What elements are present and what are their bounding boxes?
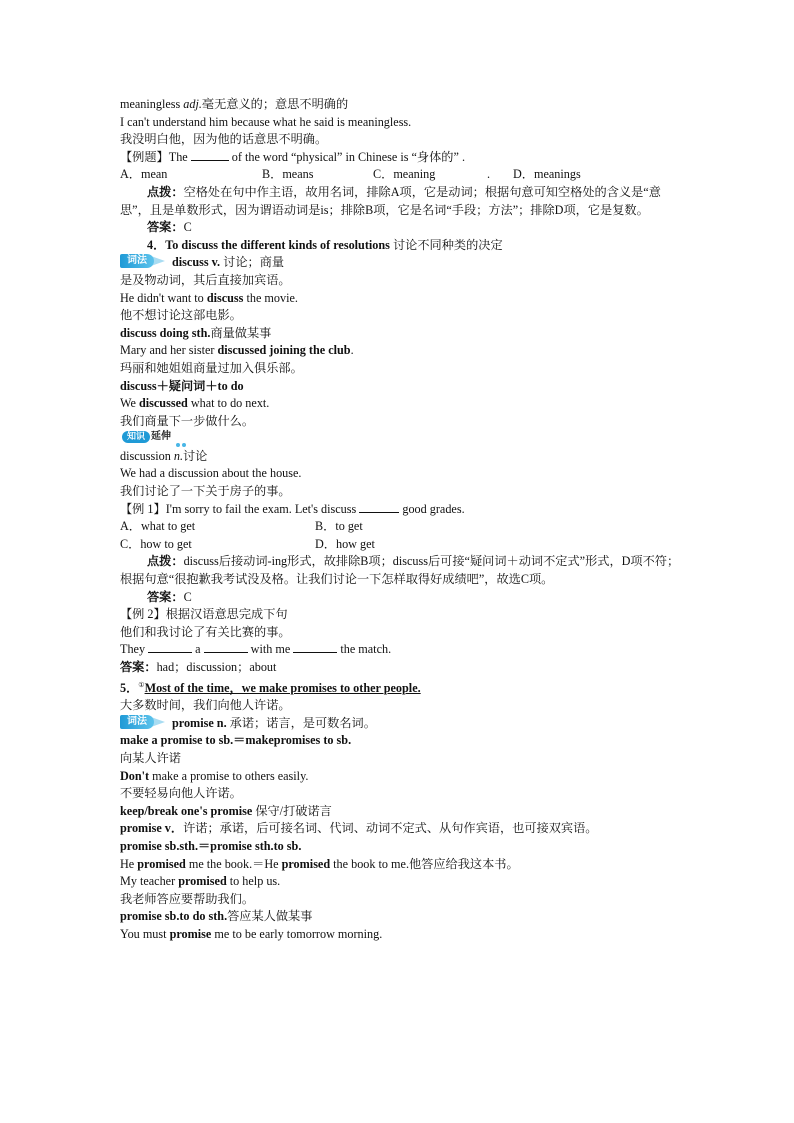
keyword: promised: [137, 856, 186, 871]
definition: 讨论；商量: [223, 255, 285, 270]
options-row: [120, 166, 680, 184]
fill-in-sentence: [120, 641, 680, 659]
knowledge-extension-badge: [120, 430, 190, 444]
example-sentence-zh: 不要轻易向他人许诺。: [120, 786, 242, 801]
text: the match.: [337, 642, 392, 657]
section-heading: [120, 237, 680, 255]
example-sentence-en: [120, 290, 680, 308]
example-sentence-en: [120, 395, 680, 413]
text: make a promise to others easily.: [149, 768, 309, 783]
head-word: promise v．: [120, 821, 184, 836]
answer-value: C: [183, 220, 192, 235]
text: He didn't want to: [120, 290, 207, 305]
answer-label: 答案：: [147, 220, 184, 235]
explanation: [120, 184, 680, 219]
definition: 承诺；诺言，是可数名词。: [229, 715, 376, 730]
explanation-text: discuss后接动词-ing形式，故排除B项；discuss后可接“疑问词＋动词不定式”形式，D项不符；根据句意“很抱歉我考试没及格。让我们讨论一下怎样取得好成绩吧”，故选C项。: [120, 554, 680, 587]
options-row: [120, 518, 680, 536]
option-b: B．means: [262, 167, 314, 182]
option-d: D．how get: [315, 536, 375, 551]
text: me the book.＝He: [185, 856, 282, 871]
text: the movie.: [243, 290, 298, 305]
pattern: discuss doing sth.: [120, 325, 211, 340]
head-word: discussion: [120, 448, 174, 463]
pattern-meaning: 向某人许诺: [120, 751, 181, 766]
example-sentence-en: [120, 856, 680, 874]
option-d: D．meanings: [513, 167, 581, 182]
keyword: discuss: [206, 290, 244, 305]
verb-definition: [120, 820, 680, 838]
keyword: discussed joining the club: [217, 343, 351, 358]
answer-value: had；discussion；about: [156, 660, 277, 674]
section-title-zh: 大多数时间，我们向他人许诺。: [120, 698, 291, 713]
definition: 许诺；承诺，后可接名词、代词、动词不定式、从句作宾语，也可接双宾语。: [183, 821, 598, 836]
exercise-tag: 【例 2】: [120, 607, 166, 622]
text: He: [120, 856, 138, 871]
example-sentence-en: We had a discussion about the house.: [120, 466, 302, 481]
example-sentence-en: I can't understand him because what he said is meaningless.: [120, 114, 412, 129]
exercise-question: [120, 501, 680, 519]
badge-pill: 知识: [122, 431, 150, 443]
option-b: B．to get: [315, 519, 363, 534]
text: a: [192, 642, 204, 657]
text: what to do next.: [187, 396, 270, 411]
answer-blank: [293, 641, 337, 653]
definition: 毫无意义的；意思不明确的: [201, 97, 349, 111]
text: .: [350, 343, 354, 358]
extension-badge-line: [120, 430, 680, 448]
example-sentence-en: [120, 873, 680, 891]
question-text: I'm sorry to fail the exam. Let's discuss: [165, 501, 360, 516]
pattern-meaning: 保守/打破诺言: [255, 803, 332, 818]
pattern-line: [120, 803, 680, 821]
example-sentence-zh: 我老师答应要帮助我们。: [120, 891, 255, 906]
option-c: C．how to get: [120, 536, 192, 551]
answer-label: 答案：: [147, 589, 184, 604]
stray-dot: .: [487, 167, 491, 182]
keyword: Don't: [120, 768, 150, 783]
pattern: promise sb.to do sth.: [120, 909, 228, 924]
option-a: A．mean: [120, 167, 168, 182]
head-word: meaningless: [120, 97, 184, 111]
vocab-line: [120, 96, 680, 114]
explanation-label: 点拨：: [147, 184, 184, 199]
pattern-line: [120, 908, 680, 926]
question-text: of the word “physical” in Chinese is “身体的” .: [228, 149, 465, 164]
section-number: 5．: [120, 680, 139, 695]
section-title: 4．To discuss the different kinds of resolutions: [147, 237, 390, 252]
text: to help us.: [226, 874, 281, 889]
head-word: discuss v.: [172, 255, 221, 270]
pattern-meaning: 答应某人做某事: [227, 909, 313, 924]
example-sentence-en: [120, 342, 680, 360]
example-sentence-zh: 他不想讨论这部电影。: [120, 308, 242, 323]
exercise-question: [120, 149, 680, 167]
part-of-speech: adj.: [183, 97, 202, 111]
badge-label: 词法: [120, 254, 154, 268]
option-c: C．meaning: [373, 167, 436, 182]
section-title-zh: 讨论不同种类的决定: [392, 237, 503, 252]
text: me to be early tomorrow morning.: [211, 926, 383, 941]
question-chinese: 他们和我讨论了有关比赛的事。: [120, 624, 291, 639]
definition: 讨论: [182, 448, 208, 463]
answer-line: [120, 219, 680, 237]
part-of-speech: n.: [173, 448, 183, 463]
option-a: A．what to get: [120, 519, 196, 534]
exercise-question: [120, 606, 680, 624]
answer-blank: [148, 641, 192, 653]
badge-label: 延伸: [151, 431, 171, 443]
badge-label: 词法: [120, 715, 154, 729]
pattern: keep/break one's promise: [120, 803, 253, 818]
example-sentence-zh: 玛丽和她姐姐商量过加入俱乐部。: [120, 360, 303, 375]
note: 是及物动词，其后直接加宾语。: [120, 272, 291, 287]
answer-blank: [359, 501, 399, 513]
document-page: [120, 96, 680, 944]
text: with me: [247, 642, 294, 657]
vocab-line: [120, 715, 680, 733]
text: They: [120, 642, 149, 657]
footnote-marker: ①: [138, 680, 145, 689]
section-title: Most of the time，we make promises to other people.: [144, 680, 421, 695]
example-sentence-en: [120, 926, 680, 944]
text: You must: [120, 926, 170, 941]
keyword: promised: [281, 856, 331, 871]
vocab-line: [120, 448, 680, 466]
text: Mary and her sister: [120, 343, 218, 358]
answer-label: 答案：: [120, 660, 157, 674]
text: My teacher: [120, 874, 179, 889]
explanation-label: 点拨：: [147, 554, 184, 569]
exercise-tag: 【例题】: [120, 149, 169, 164]
question-text: The: [168, 149, 191, 164]
example-sentence-zh: 我没明白他，因为他的话意思不明确。: [120, 132, 328, 147]
keyword: promise: [169, 926, 212, 941]
example-sentence-zh: 他答应给我这本书。: [409, 856, 519, 871]
example-sentence-zh: 我们商量下一步做什么。: [120, 413, 255, 428]
keyword: discussed: [138, 396, 188, 411]
lexicon-badge: [120, 254, 168, 268]
pattern-line: [120, 325, 680, 343]
head-word: promise n.: [172, 715, 227, 730]
text: the book to me.: [330, 856, 409, 871]
lexicon-badge: [120, 715, 168, 729]
question-text: 根据汉语意思完成下句: [165, 607, 288, 622]
explanation: [120, 553, 680, 588]
dots-icon: [176, 435, 188, 439]
example-sentence-zh: 我们讨论了一下关于房子的事。: [120, 484, 291, 499]
options-row: [120, 536, 680, 554]
pattern-meaning: 商量做某事: [210, 325, 272, 340]
exercise-tag: 【例 1】: [120, 501, 166, 516]
pattern-line: promise sb.sth.＝promise sth.to sb.: [120, 839, 302, 853]
pattern-line: make a promise to sb.＝makepromises to sb.: [120, 733, 352, 748]
section-heading: [120, 677, 680, 698]
answer-blank: [204, 641, 248, 653]
vocab-line: [120, 254, 680, 272]
answer-blank: [191, 149, 229, 161]
answer-line: [120, 659, 680, 677]
example-sentence-en: [120, 768, 680, 786]
answer-line: [120, 589, 680, 607]
question-text: good grades.: [399, 501, 465, 516]
keyword: promised: [178, 874, 227, 889]
explanation-text: 空格处在句中作主语，故用名词，排除A项，它是动词；根据句意可知空格处的含义是“意思”，且是单数形式，因为谓语动词是is；排除B项，它是名词“手段；方法”；排除D项，它是复数。: [120, 184, 661, 217]
text: We: [120, 396, 139, 411]
answer-value: C: [183, 589, 192, 604]
pattern-line: discuss＋疑问词＋to do: [120, 378, 244, 393]
